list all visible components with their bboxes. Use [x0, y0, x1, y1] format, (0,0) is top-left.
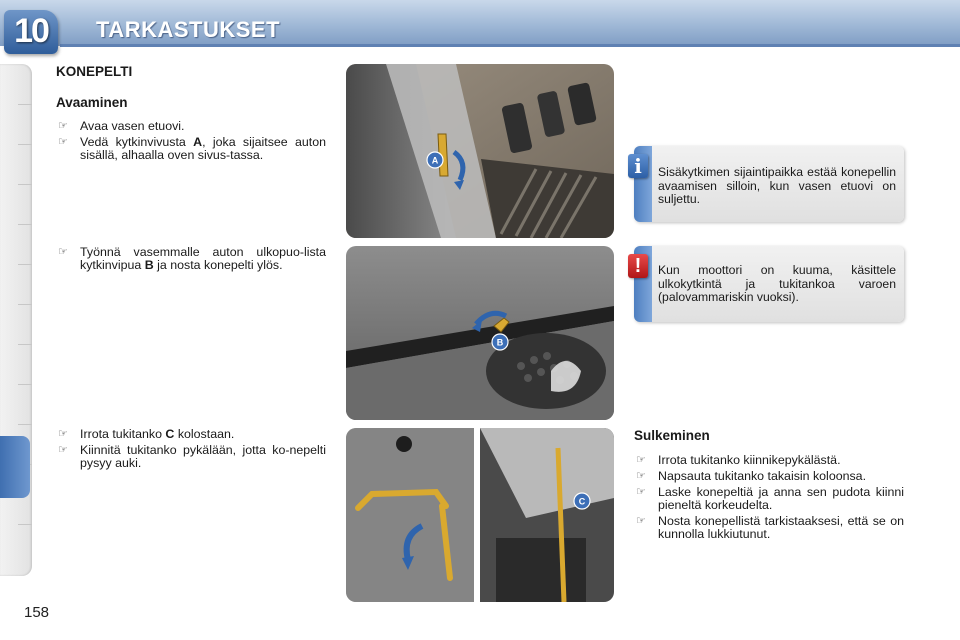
side-tick: [18, 224, 32, 225]
active-chapter-tab: [0, 436, 30, 498]
side-tick: [18, 304, 32, 305]
warning-icon: !: [628, 254, 648, 278]
list-item: ☞ Irrota tukitanko kiinnikepykälästä.: [636, 453, 841, 467]
pointing-hand-icon: ☞: [58, 246, 68, 258]
side-tick: [18, 424, 32, 425]
page-number: 158: [24, 604, 50, 621]
pointing-hand-icon: ☞: [58, 136, 68, 148]
label-c: C: [578, 496, 586, 507]
pointing-hand-icon: ☞: [636, 470, 646, 482]
info-callout: [634, 146, 904, 222]
pointing-hand-icon: ☞: [636, 454, 646, 466]
list-item: ☞ Nosta konepellistä tarkistaaksesi, että se on kunnolla lukkiutunut.: [636, 514, 904, 541]
pointing-hand-icon: ☞: [58, 444, 68, 456]
list-item: ☞ Laske konepeltiä ja anna sen pudota kiinni pieneltä korkeudelta.: [636, 485, 904, 512]
pointing-hand-icon: ☞: [636, 515, 646, 527]
list-item: ☞ Avaa vasen etuovi.: [58, 119, 185, 133]
header-divider: [60, 44, 960, 47]
side-tick: [18, 384, 32, 385]
opening-steps-1: [56, 120, 326, 165]
exterior-lever-illustration: [346, 246, 614, 420]
pointing-hand-icon: ☞: [58, 428, 68, 440]
photo-interior-lever: [346, 64, 614, 238]
closing-steps: [634, 454, 904, 544]
warning-callout: [634, 246, 904, 322]
list-item: ☞ Työnnä vasemmalle auton ulkopuo-lista kytkinvipua B ja nosta konepelti ylös.: [58, 245, 326, 272]
pointing-hand-icon: ☞: [58, 120, 68, 132]
interior-lever-illustration: [346, 64, 614, 238]
side-tick: [18, 184, 32, 185]
closing-title: Sulkeminen: [634, 428, 710, 443]
chapter-number: 10: [14, 12, 48, 50]
side-tick: [18, 344, 32, 345]
side-tick: [18, 144, 32, 145]
warning-callout-text: Kun moottori on kuuma, käsittele ulkokytkintä ja tukitankoa varoen (palovammariskin vuoksi).: [658, 263, 896, 304]
opening-steps-2: [56, 246, 326, 275]
opening-steps-3: [56, 428, 326, 473]
support-rod-illustration: [346, 428, 614, 602]
side-tick: [18, 104, 32, 105]
photo-exterior-lever: [346, 246, 614, 420]
label-a: A: [431, 155, 439, 166]
section-title: KONEPELTI: [56, 64, 133, 79]
list-item: ☞ Kiinnitä tukitanko pykälään, jotta ko-nepelti pysyy auki.: [58, 443, 326, 470]
list-item: ☞ Vedä kytkinvivusta A, joka sijaitsee auton sisällä, alhaalla oven sivus-tassa.: [58, 135, 326, 162]
info-icon: i: [628, 154, 648, 178]
side-tick: [18, 524, 32, 525]
list-item: ☞ Irrota tukitanko C kolostaan.: [58, 427, 235, 441]
chapter-title: TARKASTUKSET: [96, 17, 281, 42]
info-callout-text: Sisäkytkimen sijaintipaikka estää konepellin avaamisen silloin, kun vasen etuovi on suljettu.: [658, 165, 896, 206]
list-item: ☞ Napsauta tukitanko takaisin koloonsa.: [636, 469, 867, 483]
chapter-side-strip: [0, 64, 32, 576]
label-b: B: [496, 337, 504, 348]
photo-support-rod: [346, 428, 614, 602]
pointing-hand-icon: ☞: [636, 486, 646, 498]
side-tick: [18, 264, 32, 265]
opening-title: Avaaminen: [56, 95, 128, 110]
